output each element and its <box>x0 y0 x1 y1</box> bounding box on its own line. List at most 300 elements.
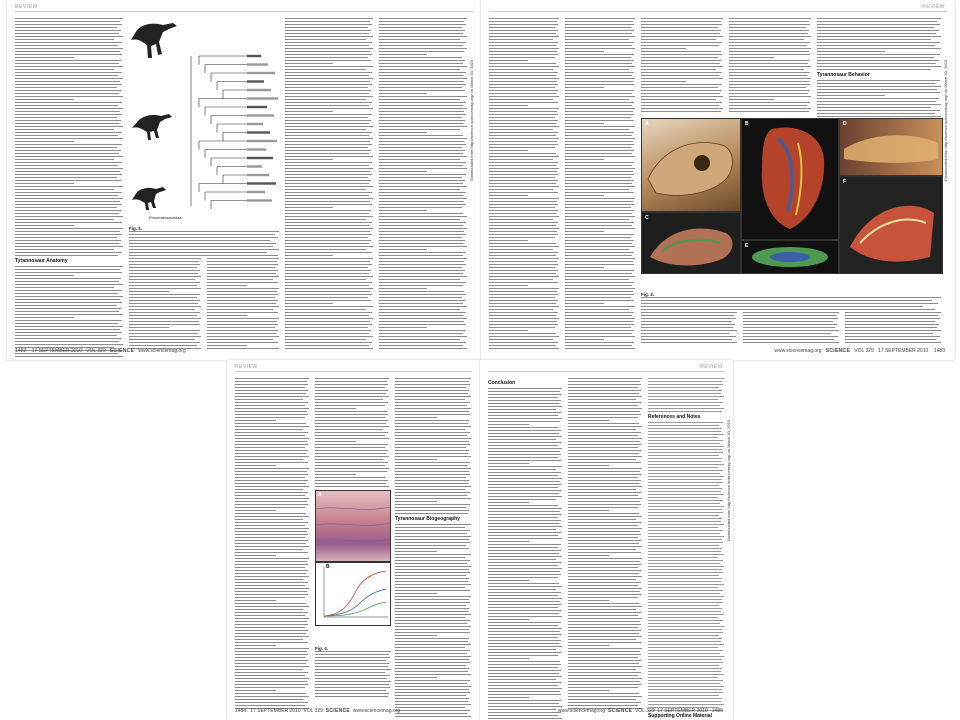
text-line <box>568 600 609 601</box>
text-line <box>129 330 200 331</box>
text-column-2 <box>565 18 635 351</box>
journal-name: SCIENCE <box>109 348 135 354</box>
text-line <box>395 608 469 609</box>
text-line <box>488 484 561 485</box>
text-line <box>235 534 308 535</box>
text-line <box>845 330 941 331</box>
text-line <box>235 675 305 676</box>
text-line <box>568 456 642 457</box>
text-line <box>15 243 119 244</box>
text-line <box>565 114 634 115</box>
text-line <box>488 664 561 665</box>
text-line <box>845 333 933 334</box>
range-bar <box>247 199 272 201</box>
text-line <box>568 414 641 415</box>
volume: VOL 329 <box>854 348 874 354</box>
text-line <box>489 222 558 223</box>
text-line <box>568 486 642 487</box>
text-column-1 <box>15 18 123 359</box>
text-line <box>648 575 719 576</box>
text-line <box>648 443 720 444</box>
text-line <box>15 150 121 151</box>
issue-date: 17 SEPTEMBER 2010 <box>31 348 82 354</box>
text-line <box>207 321 277 322</box>
text-line <box>315 387 385 388</box>
text-line <box>395 513 468 514</box>
text-line <box>817 113 935 114</box>
text-line <box>315 411 387 412</box>
text-line <box>488 595 558 596</box>
text-line <box>641 57 718 58</box>
text-line <box>235 552 308 553</box>
text-line <box>488 646 562 647</box>
text-line <box>488 388 562 389</box>
text-line <box>235 654 308 655</box>
text-line <box>285 213 369 214</box>
text-line <box>648 494 724 495</box>
text-line <box>235 477 305 478</box>
text-line <box>648 548 722 549</box>
text-line <box>285 18 373 19</box>
bone-histology-panel-a <box>315 490 391 562</box>
range-bar <box>247 80 264 82</box>
text-line <box>743 312 839 313</box>
text-line <box>235 615 305 616</box>
issue-date: 17 SEPTEMBER 2010 <box>250 708 301 714</box>
text-line <box>207 291 277 292</box>
text-line <box>379 267 462 268</box>
text-line <box>235 666 309 667</box>
text-line <box>648 405 720 406</box>
text-line <box>565 228 635 229</box>
text-line <box>395 465 467 466</box>
text-line <box>129 246 273 247</box>
text-line <box>729 42 810 43</box>
text-line <box>489 321 557 322</box>
text-line <box>568 438 642 439</box>
text-line <box>315 447 385 448</box>
text-line <box>15 24 122 25</box>
text-line <box>315 450 388 451</box>
text-line <box>285 21 370 22</box>
text-line <box>379 111 464 112</box>
text-line <box>489 171 557 172</box>
text-line <box>395 542 470 543</box>
text-line <box>729 90 809 91</box>
text-line <box>488 460 561 461</box>
text-line <box>568 408 642 409</box>
text-line <box>565 99 629 100</box>
text-line <box>235 651 307 652</box>
text-line <box>489 96 559 97</box>
text-line <box>15 45 118 46</box>
text-line <box>488 550 561 551</box>
text-column-2 <box>129 258 201 351</box>
text-line <box>568 645 609 646</box>
text-line <box>285 165 369 166</box>
text-line <box>235 645 276 646</box>
text-line <box>379 201 464 202</box>
text-line <box>395 548 469 549</box>
text-line <box>648 599 722 600</box>
text-line <box>648 602 723 603</box>
text-line <box>379 87 462 88</box>
text-line <box>565 186 635 187</box>
skull-scan-panel-c <box>641 212 741 274</box>
text-line <box>568 498 642 499</box>
text-line <box>568 411 640 412</box>
text-line <box>568 582 641 583</box>
text-line <box>15 192 122 193</box>
section-tag: REVIEW <box>15 4 38 10</box>
text-line <box>568 558 642 559</box>
text-line <box>648 584 724 585</box>
text-line <box>817 107 931 108</box>
text-line <box>15 278 121 279</box>
text-line <box>641 105 719 106</box>
text-line <box>395 504 470 505</box>
text-line <box>568 648 642 649</box>
text-line <box>285 300 371 301</box>
text-line <box>15 51 120 52</box>
text-line <box>285 258 373 259</box>
text-line <box>729 111 809 112</box>
text-line <box>379 117 462 118</box>
text-line <box>565 45 632 46</box>
text-line <box>285 195 369 196</box>
text-line <box>285 273 369 274</box>
text-line <box>235 567 305 568</box>
text-line <box>845 321 935 322</box>
text-line <box>489 99 553 100</box>
text-line <box>565 216 635 217</box>
text-line <box>488 703 559 704</box>
text-line <box>648 378 724 379</box>
tyrannosaur-silhouette-top <box>131 23 177 58</box>
scan-panel-b <box>741 118 839 240</box>
text-line <box>817 21 937 22</box>
text-line <box>207 348 279 349</box>
text-line <box>235 507 305 508</box>
text-line <box>729 39 804 40</box>
text-line <box>379 30 465 31</box>
text-line <box>129 273 198 274</box>
text-line <box>565 144 634 145</box>
text-line <box>488 574 561 575</box>
text-line <box>285 177 368 178</box>
text-line <box>395 560 470 561</box>
text-line <box>395 614 471 615</box>
range-bar <box>247 55 261 57</box>
text-line <box>817 86 941 87</box>
text-line <box>568 672 641 673</box>
text-line <box>285 210 371 211</box>
text-line <box>285 162 372 163</box>
text-line <box>488 586 562 587</box>
text-line <box>379 204 466 205</box>
text-line <box>395 656 471 657</box>
text-line <box>648 695 719 696</box>
section-tag: REVIEW <box>700 364 723 370</box>
text-column-5 <box>817 18 941 122</box>
text-line <box>235 504 308 505</box>
text-line <box>817 39 931 40</box>
text-line <box>379 279 460 280</box>
text-line <box>129 267 197 268</box>
text-line <box>489 150 528 151</box>
text-line <box>568 468 642 469</box>
volume: VOL 329 <box>303 708 323 714</box>
text-line <box>315 381 387 382</box>
text-line <box>568 537 638 538</box>
text-line <box>488 487 558 488</box>
text-line <box>641 63 720 64</box>
header-rule <box>235 371 472 372</box>
text-line <box>207 342 278 343</box>
text-line <box>565 153 632 154</box>
text-line <box>565 276 635 277</box>
text-line <box>648 698 722 699</box>
text-line <box>565 342 634 343</box>
text-line <box>15 240 121 241</box>
text-line <box>15 308 121 309</box>
text-line <box>379 324 466 325</box>
text-line <box>235 570 308 571</box>
text-line <box>285 78 373 79</box>
text-line <box>568 453 639 454</box>
range-bar <box>247 182 276 184</box>
text-line <box>743 333 831 334</box>
text-line <box>729 63 808 64</box>
text-line <box>565 171 633 172</box>
text-line <box>379 321 464 322</box>
text-line <box>817 89 937 90</box>
text-line <box>568 396 642 397</box>
text-line <box>565 96 635 97</box>
text-line <box>395 599 469 600</box>
text-line <box>379 78 467 79</box>
journal-name: SCIENCE <box>825 348 851 354</box>
text-line <box>15 210 121 211</box>
text-line <box>489 30 558 31</box>
text-line <box>648 680 723 681</box>
text-column-2 <box>315 378 389 489</box>
text-line <box>568 660 641 661</box>
text-line <box>641 84 722 85</box>
text-line <box>729 108 811 109</box>
text-line <box>235 642 308 643</box>
text-line <box>568 531 640 532</box>
text-line <box>235 633 306 634</box>
text-line <box>395 510 469 511</box>
text-line <box>568 447 638 448</box>
text-line <box>568 534 641 535</box>
text-line <box>315 426 389 427</box>
text-line <box>285 69 366 70</box>
text-line <box>488 448 562 449</box>
text-line <box>488 451 560 452</box>
text-line <box>568 663 639 664</box>
page-footer <box>774 348 945 354</box>
text-line <box>15 296 123 297</box>
text-line <box>648 554 724 555</box>
text-line <box>817 69 931 70</box>
scan-e-shape <box>742 241 838 273</box>
text-line <box>235 630 308 631</box>
text-line <box>488 634 561 635</box>
text-line <box>15 84 122 85</box>
text-line <box>568 612 641 613</box>
text-line <box>648 500 723 501</box>
text-line <box>285 33 369 34</box>
text-line <box>565 177 631 178</box>
text-line <box>845 336 940 337</box>
text-line <box>729 21 809 22</box>
text-line <box>395 617 465 618</box>
text-line <box>648 596 724 597</box>
text-line <box>648 515 719 516</box>
text-line <box>641 108 723 109</box>
text-line <box>15 302 122 303</box>
text-line <box>235 669 303 670</box>
text-line <box>568 630 641 631</box>
text-line <box>641 33 720 34</box>
text-line <box>285 159 333 160</box>
text-line <box>488 472 561 473</box>
text-line <box>129 309 195 310</box>
text-line <box>207 339 273 340</box>
tree-label-proceratosauridae: Proceratosauridae <box>149 215 182 220</box>
text-line <box>129 282 200 283</box>
text-line <box>488 568 562 569</box>
text-line <box>565 111 633 112</box>
text-line <box>648 473 720 474</box>
text-line <box>565 129 629 130</box>
text-line <box>565 321 633 322</box>
text-line <box>568 501 640 502</box>
text-line <box>648 542 723 543</box>
text-line <box>379 183 463 184</box>
text-line <box>648 434 724 435</box>
text-line <box>648 587 718 588</box>
text-line <box>489 279 553 280</box>
text-line <box>235 639 303 640</box>
text-line <box>489 144 558 145</box>
text-line <box>565 54 634 55</box>
text-line <box>129 261 199 262</box>
text-line <box>489 156 559 157</box>
text-line <box>641 306 923 307</box>
text-line <box>648 539 722 540</box>
text-column-4-lower <box>743 312 839 345</box>
range-bar <box>247 63 268 65</box>
text-line <box>15 338 121 339</box>
text-line <box>489 327 555 328</box>
text-line <box>565 219 629 220</box>
text-line <box>395 680 470 681</box>
text-line <box>207 282 278 283</box>
text-line <box>565 201 633 202</box>
text-line <box>568 507 638 508</box>
text-line <box>395 492 470 493</box>
text-line <box>648 623 720 624</box>
text-line <box>379 66 467 67</box>
panel-label-d: D <box>843 121 847 127</box>
range-bar <box>247 165 262 167</box>
text-line <box>379 171 427 172</box>
text-line <box>15 78 123 79</box>
text-line <box>641 312 737 313</box>
text-line <box>235 594 308 595</box>
text-line <box>489 51 557 52</box>
text-line <box>565 57 631 58</box>
text-line <box>235 522 308 523</box>
text-line <box>648 503 720 504</box>
text-line <box>568 639 636 640</box>
text-line <box>565 75 632 76</box>
text-line <box>565 120 634 121</box>
text-line <box>395 632 470 633</box>
text-line <box>488 571 560 572</box>
text-line <box>568 405 638 406</box>
text-line <box>129 255 278 256</box>
text-line <box>15 90 121 91</box>
text-line <box>235 690 276 691</box>
text-line <box>648 545 719 546</box>
text-line <box>207 285 247 286</box>
text-line <box>489 288 559 289</box>
text-line <box>235 636 309 637</box>
range-bar <box>247 157 273 159</box>
text-line <box>648 668 722 669</box>
text-line <box>235 684 308 685</box>
text-line <box>395 590 470 591</box>
text-line <box>817 116 941 117</box>
text-line <box>379 231 464 232</box>
text-line <box>489 57 555 58</box>
text-line <box>129 243 276 244</box>
page-number: 1483 <box>933 348 945 354</box>
text-line <box>641 81 686 82</box>
text-line <box>315 396 389 397</box>
text-line <box>285 240 371 241</box>
text-line <box>379 333 463 334</box>
text-line <box>315 465 385 466</box>
text-line <box>285 207 333 208</box>
issue-date: 17 SEPTEMBER 2010 <box>878 348 929 354</box>
text-line <box>489 339 553 340</box>
text-line <box>15 117 117 118</box>
text-line <box>817 104 941 105</box>
text-line <box>488 493 559 494</box>
text-line <box>379 18 467 19</box>
text-line <box>489 168 559 169</box>
text-line <box>379 276 467 277</box>
text-line <box>15 108 123 109</box>
text-line <box>235 687 305 688</box>
text-line <box>648 677 718 678</box>
text-line <box>565 309 629 310</box>
text-line <box>129 315 197 316</box>
text-line <box>648 605 719 606</box>
text-line <box>315 456 389 457</box>
text-line <box>395 701 468 702</box>
download-note: Downloaded from http://science.sciencemag.org/ on March 30, 2020 <box>943 60 948 181</box>
text-line <box>395 629 469 630</box>
text-line <box>743 339 834 340</box>
text-line <box>285 267 368 268</box>
text-line <box>648 563 720 564</box>
